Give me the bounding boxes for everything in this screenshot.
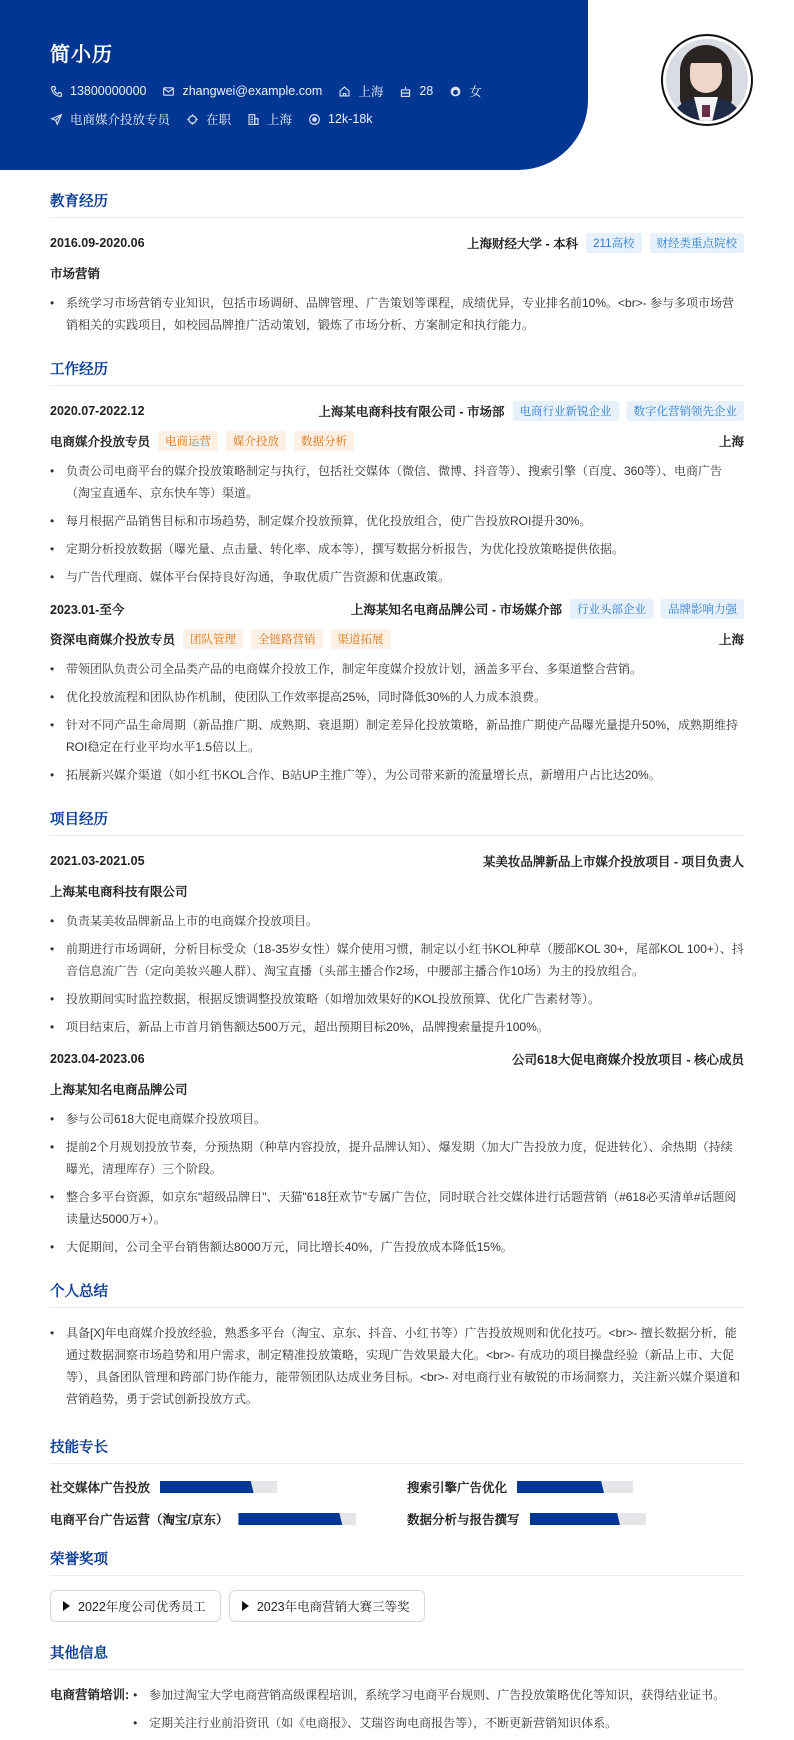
summary-bullets <box>50 1322 744 1410</box>
school-tag: 211高校 <box>586 233 641 253</box>
section-title: 技能专长 <box>50 1436 744 1464</box>
section-title: 项目经历 <box>50 808 744 836</box>
skill-tag: 渠道拓展 <box>331 629 391 649</box>
skill-item <box>407 1480 744 1494</box>
section-title: 个人总结 <box>50 1280 744 1308</box>
skill-tag: 数据分析 <box>294 431 354 451</box>
other-section <box>50 1642 744 1740</box>
projects-section <box>50 808 744 1258</box>
skill-item <box>50 1512 387 1526</box>
skill-label: 搜索引擎广告优化 <box>407 1481 508 1495</box>
section-title: 其他信息 <box>50 1642 744 1670</box>
city-item <box>338 82 383 100</box>
work-date: 2020.07-2022.12 <box>50 404 145 418</box>
salary-icon <box>308 113 321 126</box>
gender-text: 女 <box>469 85 482 99</box>
section-title: 工作经历 <box>50 358 744 386</box>
section-title: 荣誉奖项 <box>50 1548 744 1576</box>
work-entry <box>50 598 744 786</box>
skill-bar <box>238 1513 356 1525</box>
skill-tag: 团队管理 <box>183 629 243 649</box>
work-date: 2023.01-至今 <box>50 603 125 617</box>
list-item: • 针对不同产品生命周期（新品推广期、成熟期、衰退期）制定差异化投放策略，新品推广期使产品曝光量提升50%，成熟期维持ROI稳定在行业平均水平1.5倍以上。 <box>50 714 744 758</box>
triangle-icon <box>63 1601 70 1611</box>
salary-item <box>308 112 372 126</box>
skill-item <box>50 1480 387 1494</box>
school-name: 上海财经大学 - 本科 <box>467 237 579 251</box>
work-city-item <box>247 110 292 128</box>
skill-fill <box>160 1481 254 1493</box>
project-name: 某美妆品牌新品上市媒介投放项目 - 项目负责人 <box>482 855 744 869</box>
building-icon <box>247 113 260 126</box>
mail-icon <box>162 85 175 98</box>
position <box>50 629 391 649</box>
project-company: 上海某电商科技有限公司 <box>50 885 188 899</box>
position-item <box>50 110 170 128</box>
skill-bar <box>160 1481 277 1493</box>
skill-fill <box>517 1481 604 1493</box>
email-text: zhangwei@example.com <box>182 84 323 98</box>
work-bullets <box>50 658 744 786</box>
section-title: 教育经历 <box>50 190 744 218</box>
send-icon <box>50 113 63 126</box>
skill-label: 数据分析与报告撰写 <box>407 1513 520 1527</box>
work-location: 上海 <box>718 435 744 449</box>
list-item: • 定期分析投放数据（曝光量、点击量、转化率、成本等），撰写数据分析报告，为优化投放策略提供依据。 <box>50 538 744 560</box>
skill-label: 电商平台广告运营（淘宝/京东） <box>50 1513 229 1527</box>
gender-icon <box>449 85 462 98</box>
skill-item <box>407 1512 744 1526</box>
phone-icon <box>50 85 63 98</box>
project-entry <box>50 850 744 1038</box>
work-city-text: 上海 <box>267 113 293 127</box>
summary-section <box>50 1280 744 1410</box>
list-item: • 负责某美妆品牌新品上市的电商媒介投放项目。 <box>50 910 744 932</box>
position-title: 电商媒介投放专员 <box>50 435 151 449</box>
city-text: 上海 <box>358 85 384 99</box>
work-entry <box>50 400 744 588</box>
list-item: • 带领团队负责公司全品类产品的电商媒介投放工作，制定年度媒介投放计划，涵盖多平台、多渠道整合营销。 <box>50 658 744 680</box>
company-tag: 行业头部企业 <box>570 599 653 619</box>
list-item: • 前期进行市场调研，分析目标受众（18-35岁女性）媒介使用习惯，制定以小红书KOL种草（腰部KOL 30+，尾部KOL 100+）、抖音信息流广告（定向美妆兴趣人群）、淘宝直播（头部主播合作2场，中腰部主播合作10场）为主的投放组合。 <box>50 938 744 982</box>
position-title: 资深电商媒介投放专员 <box>50 633 176 647</box>
project-bullets <box>50 1108 744 1258</box>
job-row <box>50 109 498 129</box>
list-item: • 优化投放流程和团队协作机制，使团队工作效率提高25%，同时降低30%的人力成本浪费。 <box>50 686 744 708</box>
education-entry <box>50 232 744 336</box>
school-tag: 财经类重点院校 <box>650 233 745 253</box>
other-bullets <box>133 1684 725 1740</box>
other-label: 电商营销培训: <box>50 1688 130 1702</box>
avatar <box>661 34 753 126</box>
award-text: 2022年度公司优秀员工 <box>78 1600 206 1614</box>
work-bullets <box>50 460 744 588</box>
major: 市场营销 <box>50 267 101 281</box>
award-item <box>229 1590 425 1622</box>
award-text: 2023年电商营销大赛三等奖 <box>256 1600 410 1614</box>
company-tag: 电商行业新锐企业 <box>513 401 619 421</box>
age-text: 28 <box>419 84 434 98</box>
gender-item <box>449 82 482 100</box>
list-item: • 负责公司电商平台的媒介投放策略制定与执行，包括社交媒体（微信、微博、抖音等）、搜索引擎（百度、360等）、电商广告（淘宝直通车、京东快车等）渠道。 <box>50 460 744 504</box>
awards-section <box>50 1548 744 1622</box>
skill-fill <box>238 1513 342 1525</box>
candidate-name: 简小历 <box>50 44 113 66</box>
list-item: • 参加过淘宝大学电商营销高级课程培训，系统学习电商平台规则、广告投放策略优化等知识，获得结业证书。 <box>133 1684 725 1706</box>
list-item: • 具备[X]年电商媒介投放经验，熟悉多平台（淘宝、京东、抖音、小红书等）广告投放规则和优化技巧。<br>- 擅长数据分析，能通过数据洞察市场趋势和用户需求，制定精准投放策略，实现广告效果最大化。<br>- 有成功的项目操盘经验（新品上市、大促等），具备团队管理和跨部门协作能力，能带领团队达成业务目标。<br>- 对电商行业有敏锐的市场洞察力，关注新兴媒介渠道和营销趋势，勇于尝试创新投放方式。 <box>50 1322 744 1410</box>
list-item: • 每月根据产品销售目标和市场趋势，制定媒介投放预算，优化投放组合，使广告投放ROI提升30%。 <box>50 510 744 532</box>
skill-tag: 电商运营 <box>158 431 218 451</box>
list-item: • 提前2个月规划投放节奏，分预热期（种草内容投放，提升品牌认知）、爆发期（加大广告投放力度，促进转化）、余热期（持续曝光，清理库存）三个阶段。 <box>50 1136 744 1180</box>
salary-text: 12k-18k <box>328 112 373 126</box>
company-tag: 品牌影响力强 <box>661 599 744 619</box>
list-item: • 定期关注行业前沿资讯（如《电商报》、艾瑞咨询电商报告等），不断更新营销知识体系。 <box>133 1712 725 1734</box>
skill-tag: 媒介投放 <box>226 431 286 451</box>
list-item: • 整合多平台资源，如京东"超级品牌日"、天猫"618狂欢节"专属广告位，同时联合社交媒体进行话题营销（#618必买清单#话题阅读量达5000万+）。 <box>50 1186 744 1230</box>
position <box>50 431 354 451</box>
header-content <box>50 38 498 137</box>
list-item: • 拓展新兴媒介渠道（如小红书KOL合作、B站UP主推广等），为公司带来新的流量增长点，新增用户占比达20%。 <box>50 764 744 786</box>
project-date: 2021.03-2021.05 <box>50 854 145 868</box>
education-date: 2016.09-2020.06 <box>50 236 145 250</box>
skill-tag: 全链路营销 <box>251 629 323 649</box>
skills-section <box>50 1436 744 1526</box>
other-info <box>50 1684 744 1740</box>
resume-header <box>0 0 794 170</box>
list-item: • 参与公司618大促电商媒介投放项目。 <box>50 1108 744 1130</box>
age-icon <box>399 85 412 98</box>
skill-bar <box>530 1513 646 1525</box>
company-name: 上海某知名电商品牌公司 - 市场媒介部 <box>350 603 562 617</box>
phone-text: 13800000000 <box>70 84 147 98</box>
project-company: 上海某知名电商品牌公司 <box>50 1083 188 1097</box>
project-entry <box>50 1048 744 1258</box>
status-item <box>186 110 231 128</box>
project-date: 2023.04-2023.06 <box>50 1052 145 1066</box>
skill-bar <box>517 1481 633 1493</box>
list-item: • 投放期间实时监控数据，根据反馈调整投放策略（如增加效果好的KOL投放预算、优化广告素材等）。 <box>50 988 744 1010</box>
email-item <box>162 84 322 98</box>
age-item <box>399 84 433 98</box>
position-text: 电商媒介投放专员 <box>70 113 171 127</box>
list-item: • 大促期间，公司全平台销售额达8000万元，同比增长40%，广告投放成本降低15%。 <box>50 1236 744 1258</box>
contact-row <box>50 81 498 101</box>
work-section <box>50 358 744 786</box>
school <box>467 233 744 253</box>
triangle-icon <box>242 1601 249 1611</box>
project-bullets <box>50 910 744 1038</box>
resume-content <box>0 190 794 1740</box>
phone-item <box>50 84 146 98</box>
work-location: 上海 <box>718 633 744 647</box>
skill-label: 社交媒体广告投放 <box>50 1481 151 1495</box>
skill-fill <box>530 1513 620 1525</box>
home-icon <box>338 85 351 98</box>
company <box>351 599 744 619</box>
project-name: 公司618大促电商媒介投放项目 - 核心成员 <box>512 1053 744 1067</box>
company-name: 上海某电商科技有限公司 - 市场部 <box>318 405 505 419</box>
status-text: 在职 <box>206 113 232 127</box>
list-item: • 与广告代理商、媒体平台保持良好沟通，争取优质广告资源和优惠政策。 <box>50 566 744 588</box>
list-item: • 系统学习市场营销专业知识，包括市场调研、品牌管理、广告策划等课程，成绩优异，专业排名前10%。<br>- 参与多项市场营销相关的实践项目，如校园品牌推广活动策划，锻炼了市场分析、方案制定和执行能力。 <box>50 292 744 336</box>
status-icon <box>186 113 199 126</box>
education-section <box>50 190 744 336</box>
skills-grid <box>50 1478 744 1526</box>
avatar-photo <box>666 39 748 121</box>
awards-list <box>50 1590 744 1622</box>
company-tag: 数字化营销领先企业 <box>627 401 745 421</box>
award-item <box>50 1590 221 1622</box>
company <box>318 401 744 421</box>
list-item: • 项目结束后，新品上市首月销售额达500万元，超出预期目标20%，品牌搜索量提升100%。 <box>50 1016 744 1038</box>
education-bullets <box>50 292 744 336</box>
